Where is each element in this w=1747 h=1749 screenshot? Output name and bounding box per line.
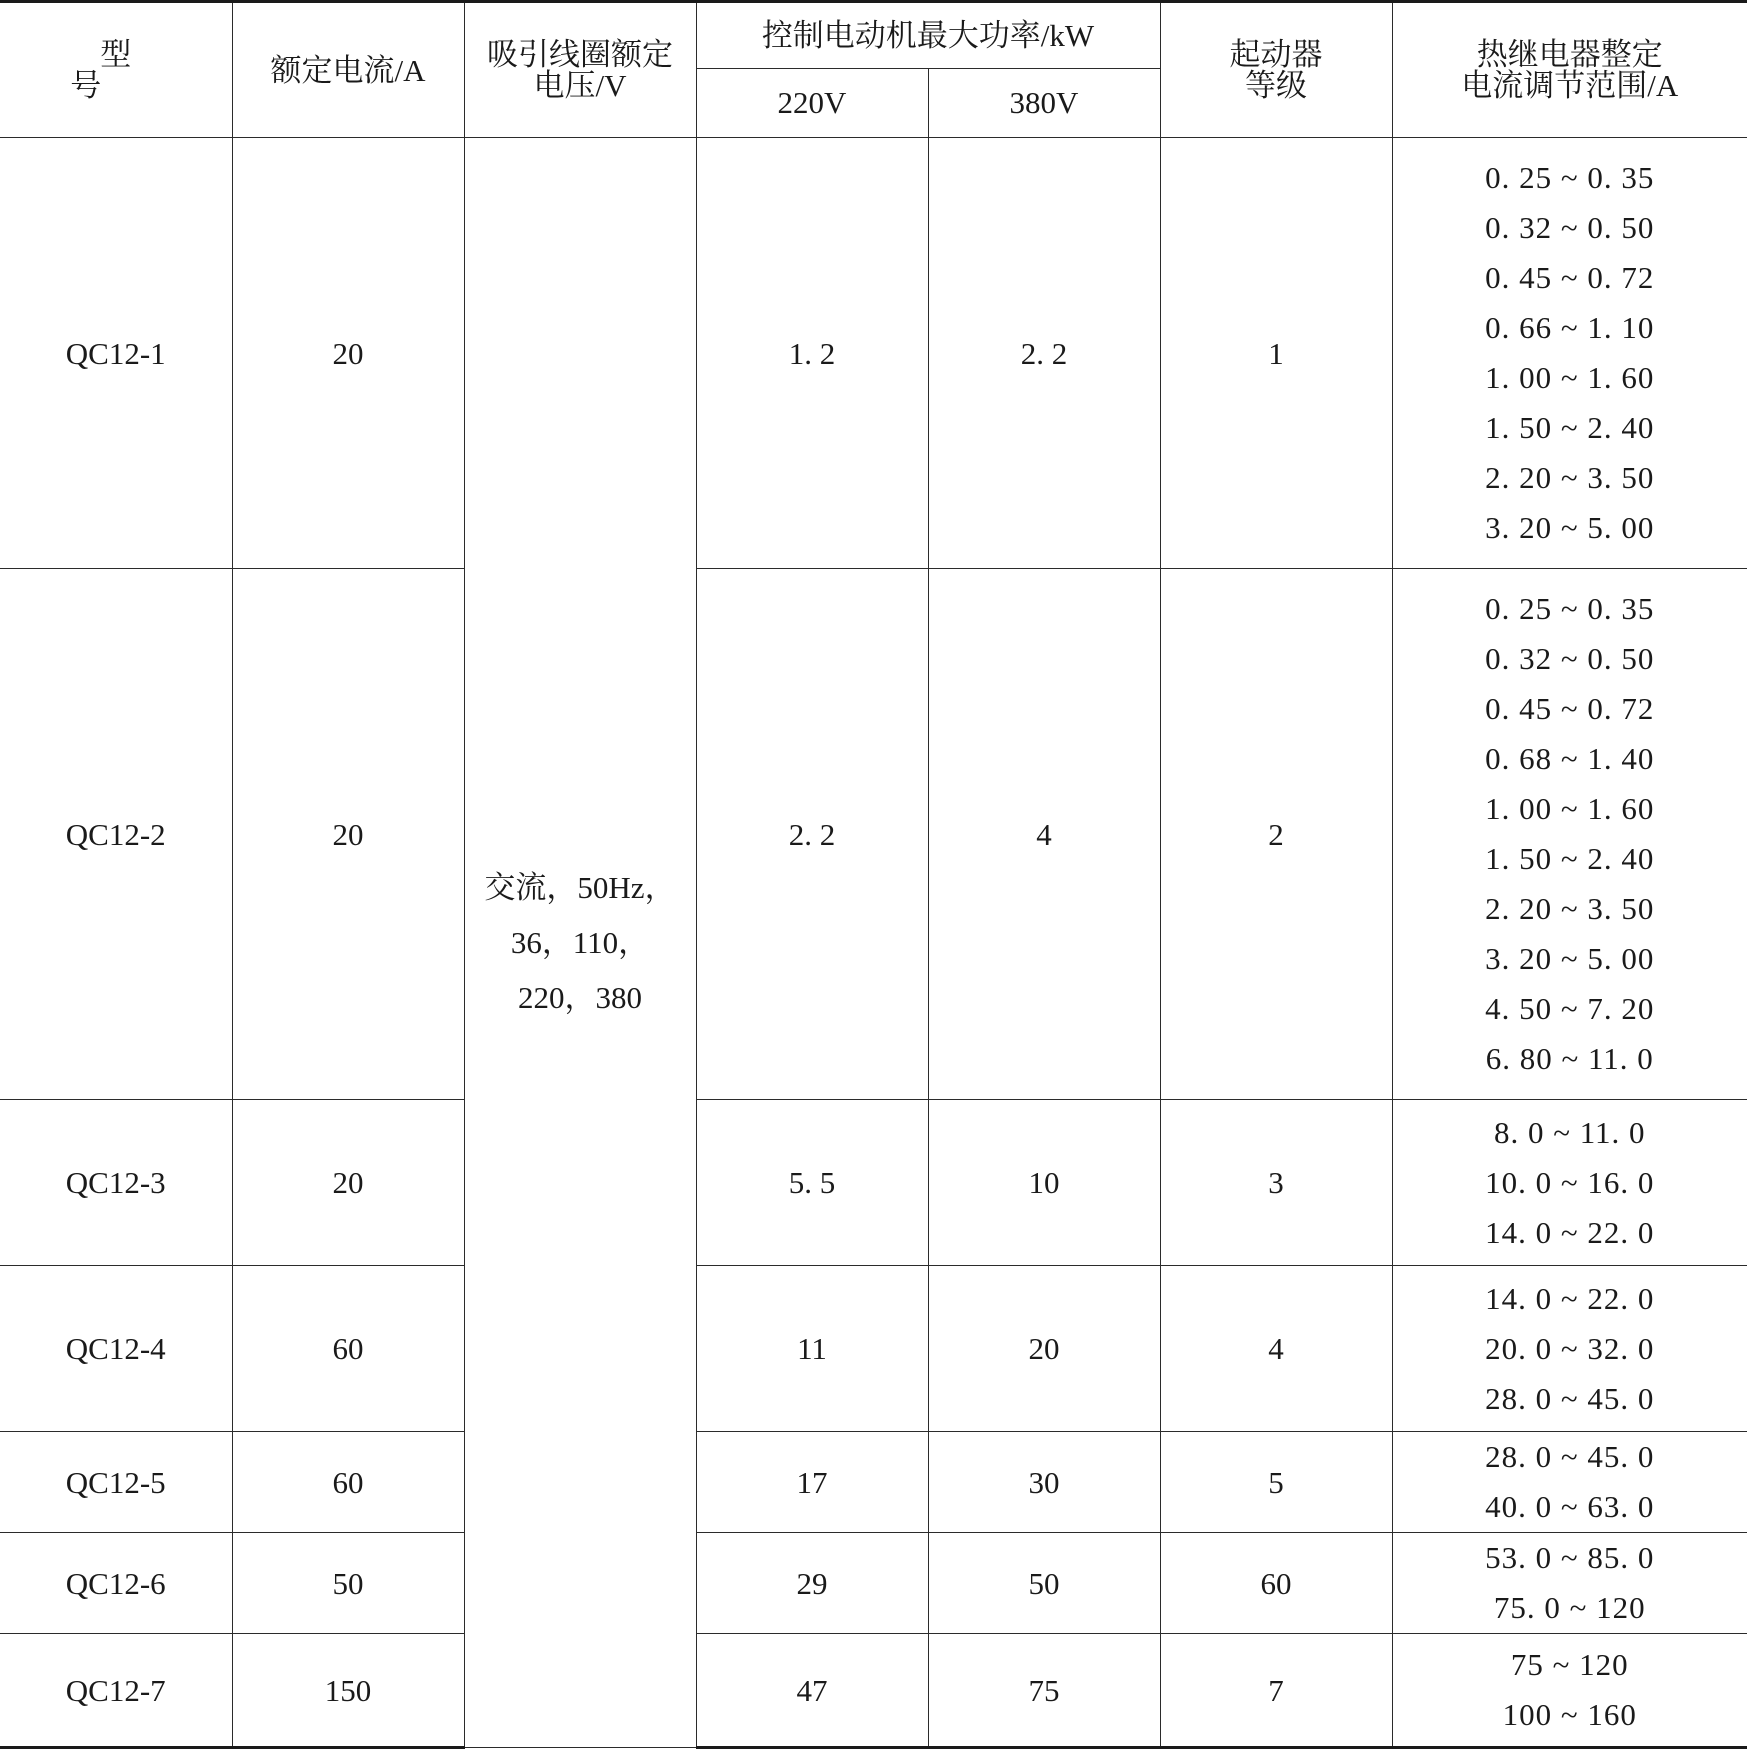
range-item: 28. 0 ~ 45. 0 xyxy=(1393,1374,1747,1424)
header-max-power xyxy=(696,2,1160,69)
range-item: 3. 20 ~ 5. 00 xyxy=(1393,934,1747,984)
cell-rated-current: 20 xyxy=(232,138,464,569)
header-coil-voltage-line-2: 电压/V xyxy=(465,70,696,101)
table-row xyxy=(0,138,1747,569)
header-model xyxy=(0,2,232,138)
cell-model: QC12-7 xyxy=(0,1634,232,1748)
cell-coil-voltage xyxy=(464,138,696,1748)
header-relay-range-line-2: 电流调节范围/A xyxy=(1393,70,1747,101)
range-item: 0. 45 ~ 0. 72 xyxy=(1393,253,1747,303)
cell-rated-current: 150 xyxy=(232,1634,464,1748)
range-item: 14. 0 ~ 22. 0 xyxy=(1393,1274,1747,1324)
range-item: 0. 66 ~ 1. 10 xyxy=(1393,303,1747,353)
table-row xyxy=(0,1533,1747,1634)
cell-power-380: 4 xyxy=(928,569,1160,1100)
header-coil-voltage-line-1: 吸引线圈额定 xyxy=(465,39,696,70)
cell-power-220: 5. 5 xyxy=(696,1100,928,1266)
range-item: 1. 00 ~ 1. 60 xyxy=(1393,353,1747,403)
cell-power-380: 50 xyxy=(928,1533,1160,1634)
cell-power-380: 30 xyxy=(928,1432,1160,1533)
table-row xyxy=(0,569,1747,1100)
range-item: 0. 32 ~ 0. 50 xyxy=(1393,203,1747,253)
header-rated-current-label: 额定电流/A xyxy=(271,53,426,88)
range-item: 53. 0 ~ 85. 0 xyxy=(1393,1533,1747,1583)
cell-power-220: 1. 2 xyxy=(696,138,928,569)
range-item: 1. 50 ~ 2. 40 xyxy=(1393,834,1747,884)
header-power-220: 220V xyxy=(696,68,928,137)
range-item: 20. 0 ~ 32. 0 xyxy=(1393,1324,1747,1374)
range-item: 0. 68 ~ 1. 40 xyxy=(1393,734,1747,784)
cell-rated-current: 60 xyxy=(232,1266,464,1432)
range-item: 75 ~ 120 xyxy=(1393,1640,1747,1690)
coil-voltage-line-1: 交流，50Hz， xyxy=(465,860,696,915)
cell-relay-range xyxy=(1392,138,1747,569)
cell-relay-range xyxy=(1392,1100,1747,1266)
cell-power-380: 75 xyxy=(928,1634,1160,1748)
coil-voltage-line-3: 220，380 xyxy=(465,970,696,1025)
cell-relay-range xyxy=(1392,1432,1747,1533)
range-item: 4. 50 ~ 7. 20 xyxy=(1393,984,1747,1034)
header-model-label: 型号 xyxy=(40,37,191,103)
range-item: 40. 0 ~ 63. 0 xyxy=(1393,1482,1747,1532)
header-max-power-label: 控制电动机最大功率/kW xyxy=(762,18,1094,53)
header-power-380: 380V xyxy=(928,68,1160,137)
range-item: 0. 32 ~ 0. 50 xyxy=(1393,634,1747,684)
cell-relay-range xyxy=(1392,569,1747,1100)
cell-model: QC12-1 xyxy=(0,138,232,569)
header-rated-current xyxy=(232,2,464,138)
range-item: 2. 20 ~ 3. 50 xyxy=(1393,453,1747,503)
range-item: 1. 00 ~ 1. 60 xyxy=(1393,784,1747,834)
cell-relay-range xyxy=(1392,1533,1747,1634)
cell-starter-grade: 4 xyxy=(1160,1266,1392,1432)
cell-power-220: 47 xyxy=(696,1634,928,1748)
coil-voltage-line-2: 36，110， xyxy=(465,915,696,970)
range-item: 0. 25 ~ 0. 35 xyxy=(1393,153,1747,203)
range-item: 6. 80 ~ 11. 0 xyxy=(1393,1034,1747,1084)
table-row xyxy=(0,1634,1747,1748)
range-item: 10. 0 ~ 16. 0 xyxy=(1393,1158,1747,1208)
cell-starter-grade: 60 xyxy=(1160,1533,1392,1634)
cell-starter-grade: 7 xyxy=(1160,1634,1392,1748)
cell-power-380: 2. 2 xyxy=(928,138,1160,569)
range-item: 0. 45 ~ 0. 72 xyxy=(1393,684,1747,734)
table-row xyxy=(0,1266,1747,1432)
cell-rated-current: 50 xyxy=(232,1533,464,1634)
range-item: 14. 0 ~ 22. 0 xyxy=(1393,1208,1747,1258)
table-row xyxy=(0,1100,1747,1266)
header-starter-grade-line-1: 起动器 xyxy=(1161,39,1392,70)
cell-rated-current: 20 xyxy=(232,569,464,1100)
header-starter-grade xyxy=(1160,2,1392,138)
range-item: 100 ~ 160 xyxy=(1393,1690,1747,1740)
cell-rated-current: 20 xyxy=(232,1100,464,1266)
cell-starter-grade: 5 xyxy=(1160,1432,1392,1533)
header-starter-grade-line-2: 等级 xyxy=(1161,70,1392,101)
cell-rated-current: 60 xyxy=(232,1432,464,1533)
header-relay-range xyxy=(1392,2,1747,138)
cell-power-220: 2. 2 xyxy=(696,569,928,1100)
range-item: 1. 50 ~ 2. 40 xyxy=(1393,403,1747,453)
range-item: 2. 20 ~ 3. 50 xyxy=(1393,884,1747,934)
cell-power-380: 10 xyxy=(928,1100,1160,1266)
range-item: 75. 0 ~ 120 xyxy=(1393,1583,1747,1633)
cell-starter-grade: 1 xyxy=(1160,138,1392,569)
cell-model: QC12-4 xyxy=(0,1266,232,1432)
cell-model: QC12-6 xyxy=(0,1533,232,1634)
range-item: 0. 25 ~ 0. 35 xyxy=(1393,584,1747,634)
range-item: 28. 0 ~ 45. 0 xyxy=(1393,1432,1747,1482)
cell-model: QC12-5 xyxy=(0,1432,232,1533)
range-item: 8. 0 ~ 11. 0 xyxy=(1393,1108,1747,1158)
cell-power-220: 11 xyxy=(696,1266,928,1432)
header-relay-range-line-1: 热继电器整定 xyxy=(1393,39,1747,70)
cell-power-380: 20 xyxy=(928,1266,1160,1432)
cell-model: QC12-3 xyxy=(0,1100,232,1266)
table-row xyxy=(0,1432,1747,1533)
cell-power-220: 29 xyxy=(696,1533,928,1634)
cell-model: QC12-2 xyxy=(0,569,232,1100)
cell-relay-range xyxy=(1392,1634,1747,1748)
cell-starter-grade: 3 xyxy=(1160,1100,1392,1266)
cell-power-220: 17 xyxy=(696,1432,928,1533)
cell-starter-grade: 2 xyxy=(1160,569,1392,1100)
range-item: 3. 20 ~ 5. 00 xyxy=(1393,503,1747,553)
cell-relay-range xyxy=(1392,1266,1747,1432)
header-coil-voltage xyxy=(464,2,696,138)
